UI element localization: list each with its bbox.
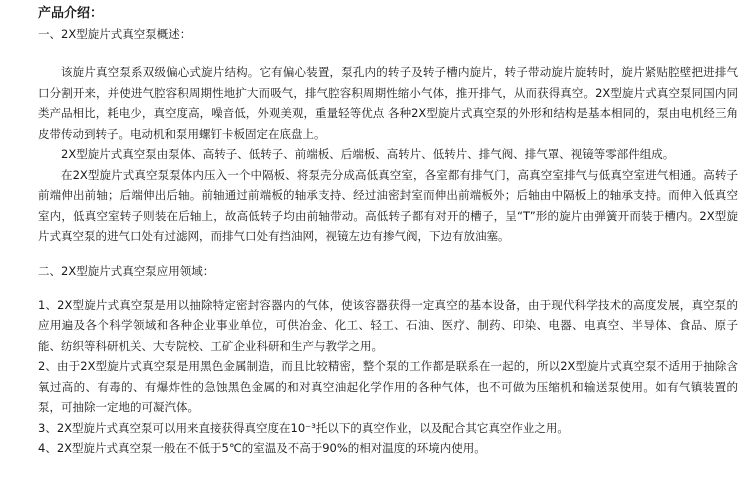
overview-paragraph-components: 2X型旋片式真空泵由泵体、高转子、低转子、前端板、后端板、高转片、低转片、排气阀、排气罩、视镜等零部件组成。: [61, 147, 675, 161]
page-title: 产品介绍：: [38, 6, 104, 21]
section-heading-overview: 一、2X型旋片式真空泵概述：: [38, 27, 192, 41]
application-item: 1、2X型旋片式真空泵是用以抽除特定密封容器内的气体，使该容器获得一定真空的基本设备，由于现代科学技术的高度发展，真空泵的应用遍及各个科学领域和各种企业事业单位，可供冶金、化工、轻工、石油、医疗、制药、印染、电器、电真空、半导体、食品、原子能、纺织等科研机关、大专院校、工矿企业科研和生产与教学之用。: [38, 297, 738, 353]
spacer: [38, 247, 738, 261]
application-item: 4、2X型旋片式真空泵一般在不低于5℃的室温及不高于90%的相对温度的环境内使用。: [38, 441, 486, 455]
overview-paragraph-working: 在2X型旋片式真空泵泵体内压入一个中隔板、将泵壳分成高低真空室，各室都有排气门，高真空室排气与低真空室进气相通。高转子前端伸出前轴；后端伸出后轴。前轴通过前端板的轴承支持、经过油密封室而伸出前端板外；后轴由中隔板上的轴承支持。而伸入低真空室内，低真空室转子则装在后轴上，故高低转子均由前轴带动。高低转子都有对开的槽子，呈“T”形的旋片由弹簧开而装于槽内。2X型旋片式真空泵的进气口处有过滤网，而排气口处有挡油网，视镜左边有掺气阀，下边有放油塞。: [38, 167, 738, 243]
product-intro-document: [38, 4, 738, 459]
spacer: [38, 281, 738, 295]
overview-paragraph-structure: 该旋片真空泵系双级偏心式旋片结构。它有偏心装置，泵孔内的转子及转子槽内旋片，转子带动旋片旋转时，旋片紧贴腔壁把进排气口分割开来，并使进气腔容积周期性地扩大而吸气，排气腔容积周期性缩小气体，推开排气，从而获得真空。2X型旋片式真空泵同国内同类产品相比，耗电少，真空度高，噪音低，外观美观，重量轻等优点 各种2X型旋片式真空泵的外形和结构是基本相同的，泵由电机经三角皮带传动到转子。电动机和泵用螺钉卡板固定在底盘上。: [38, 65, 738, 141]
application-item: 3、2X型旋片式真空泵可以用来直接获得真空度在10⁻³托以下的真空作业，以及配合其它真空作业之用。: [38, 420, 569, 435]
application-item: 2、由于2X型旋片式真空泵是用黑色金属制造，而且比较精密，整个泵的工作都是联系在一起的，所以2X型旋片式真空泵不适用于抽除含氧过高的、有毒的、有爆炸性的急蚀黑色金属的和对真空油起化学作用的各种气体，也不可做为压缩机和输送泵使用。如有气镇装置的泵，可抽除一定地的可凝汽体。: [38, 359, 738, 414]
section-heading-applications: 二、2X型旋片式真空泵应用领域：: [38, 263, 215, 278]
spacer: [38, 44, 738, 62]
